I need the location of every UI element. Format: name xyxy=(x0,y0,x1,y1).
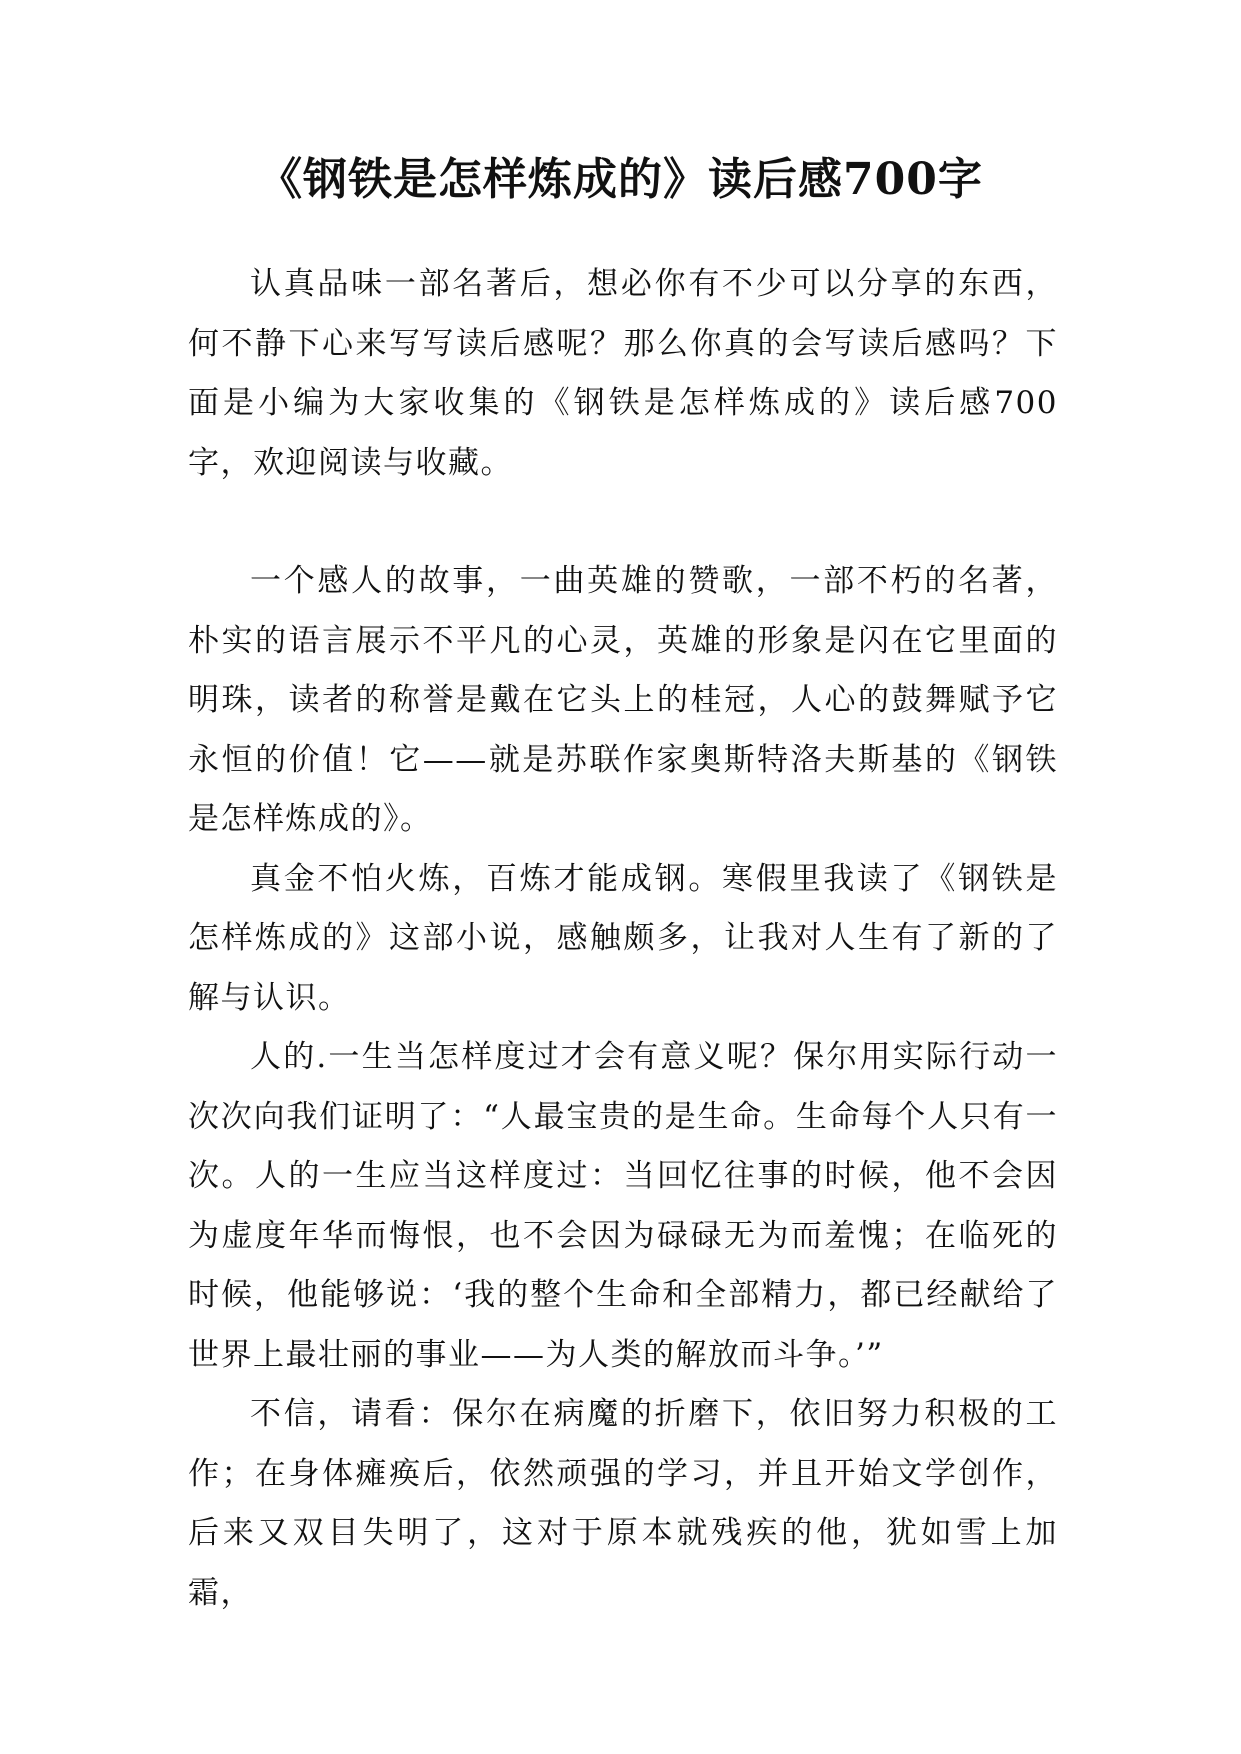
paragraph-2: 真金不怕火炼，百炼才能成钢。寒假里我读了《钢铁是怎样炼成的》这部小说，感触颇多，让我对人生有了新的了解与认识。 xyxy=(188,860,1058,1016)
paragraph-3: 人的.一生当怎样度过才会有意义呢？保尔用实际行动一次次向我们证明了：“人最宝贵的是生命。生命每个人只有一次。人的一生应当这样度过：当回忆往事的时候，他不会因为虚度年华而悔恨，也不会因为碌碌无为而羞愧；在临死的时候，他能够说：‘我的整个生命和全部精力，都已经献给了世界上最壮丽的事业——为人类的解放而斗争。’” xyxy=(188,1039,1058,1373)
paragraph-1: 一个感人的故事，一曲英雄的赞歌，一部不朽的名著，朴实的语言展示不平凡的心灵，英雄的形象是闪在它里面的明珠，读者的称誉是戴在它头上的桂冠，人心的鼓舞赋予它永恒的价值！它——就是苏联作家奥斯特洛夫斯基的《钢铁是怎样炼成的》。 xyxy=(188,563,1058,837)
paragraph-4: 不信，请看：保尔在病魔的折磨下，依旧努力积极的工作；在身体瘫痪后，依然顽强的学习，并且开始文学创作，后来又双目失明了，这对于原本就残疾的他，犹如雪上加霜， xyxy=(188,1396,1058,1611)
paragraph-intro: 认真品味一部名著后，想必你有不少可以分享的东西，何不静下心来写写读后感呢？那么你真的会写读后感吗？下面是小编为大家收集的《钢铁是怎样炼成的》读后感700字，欢迎阅读与收藏。 xyxy=(188,266,1058,481)
document-title: 《钢铁是怎样炼成的》读后感700字 xyxy=(258,154,983,205)
document-body xyxy=(188,255,1058,1623)
